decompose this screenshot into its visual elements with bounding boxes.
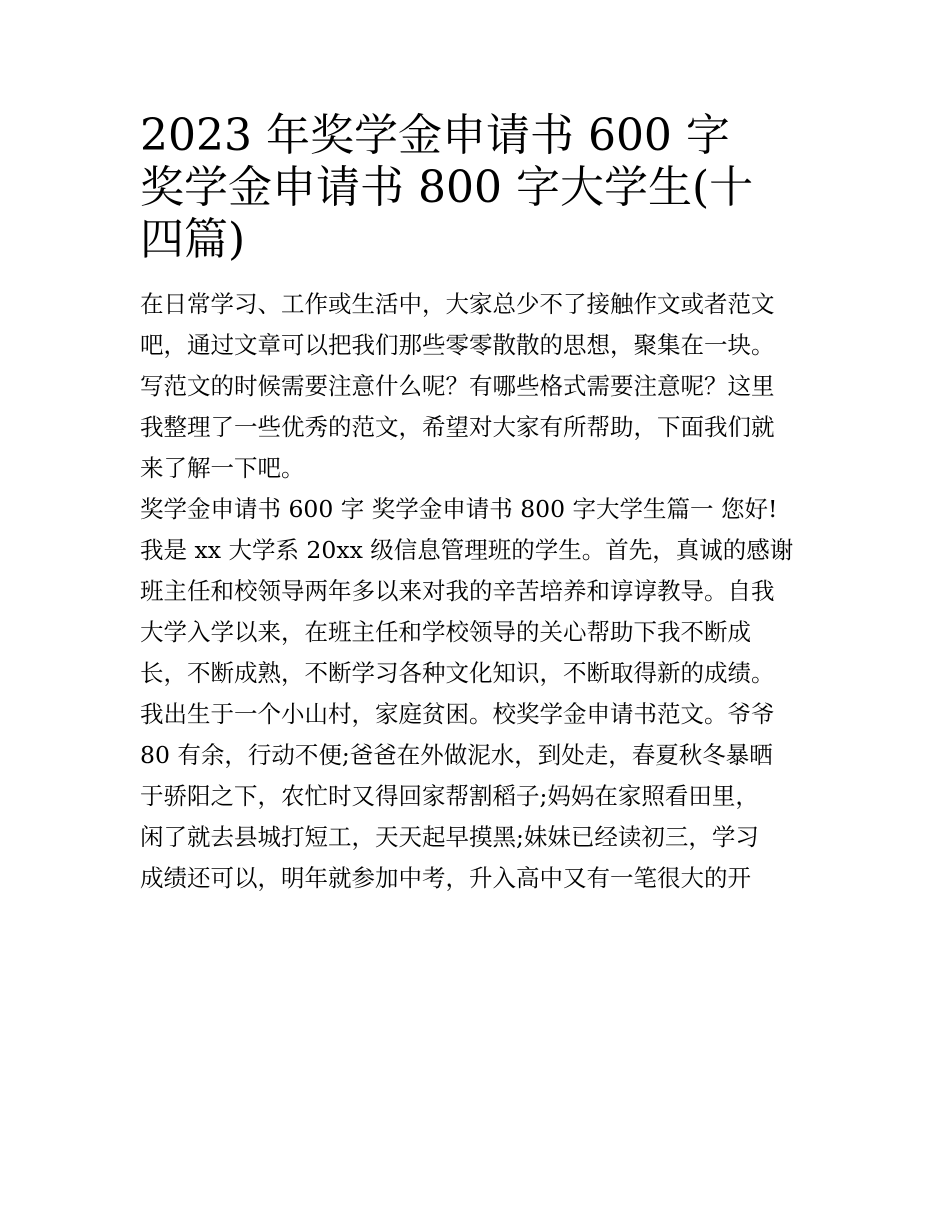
body-line-10: 长，不断成熟，不断学习各种文化知识，不断取得新的成绩。	[140, 659, 775, 687]
body-line-8: 班主任和校领导两年多以来对我的辛苦培养和谆谆教导。自我	[140, 577, 775, 605]
title-line-3: 四篇)	[140, 214, 246, 265]
body-line-7: 我是 xx 大学系 20xx 级信息管理班的学生。首先，真诚的感谢	[140, 536, 794, 564]
body-line-12: 80 有余，行动不便;爸爸在外做泥水，到处走，春夏秋冬暴晒	[140, 741, 773, 769]
document-body	[140, 284, 820, 899]
body-line-3: 写范文的时候需要注意什么呢？有哪些格式需要注意呢？这里	[140, 372, 775, 400]
document-title	[140, 110, 820, 266]
body-line-14: 闲了就去县城打短工，天天起早摸黑;妹妹已经读初三，学习	[140, 823, 759, 851]
body-line-13: 于骄阳之下，农忙时又得回家帮割稻子;妈妈在家照看田里，	[140, 782, 759, 810]
body-line-4: 我整理了一些优秀的范文，希望对大家有所帮助，下面我们就	[140, 413, 775, 441]
body-line-11: 我出生于一个小山村，家庭贫困。校奖学金申请书范文。爷爷	[140, 700, 775, 728]
title-line-1: 2023 年奖学金申请书 600 字	[140, 110, 730, 161]
body-line-5: 来了解一下吧。	[140, 454, 305, 482]
body-line-6: 奖学金申请书 600 字 奖学金申请书 800 字大学生篇一 您好!	[140, 495, 778, 523]
body-line-2: 吧，通过文章可以把我们那些零零散散的思想，聚集在一块。	[140, 331, 775, 359]
body-line-15: 成绩还可以，明年就参加中考，升入高中又有一笔很大的开	[140, 864, 751, 892]
body-line-1: 在日常学习、工作或生活中，大家总少不了接触作文或者范文	[140, 290, 775, 318]
title-line-2: 奖学金申请书 800 字大学生(十	[140, 162, 754, 213]
body-line-9: 大学入学以来，在班主任和学校领导的关心帮助下我不断成	[140, 618, 751, 646]
